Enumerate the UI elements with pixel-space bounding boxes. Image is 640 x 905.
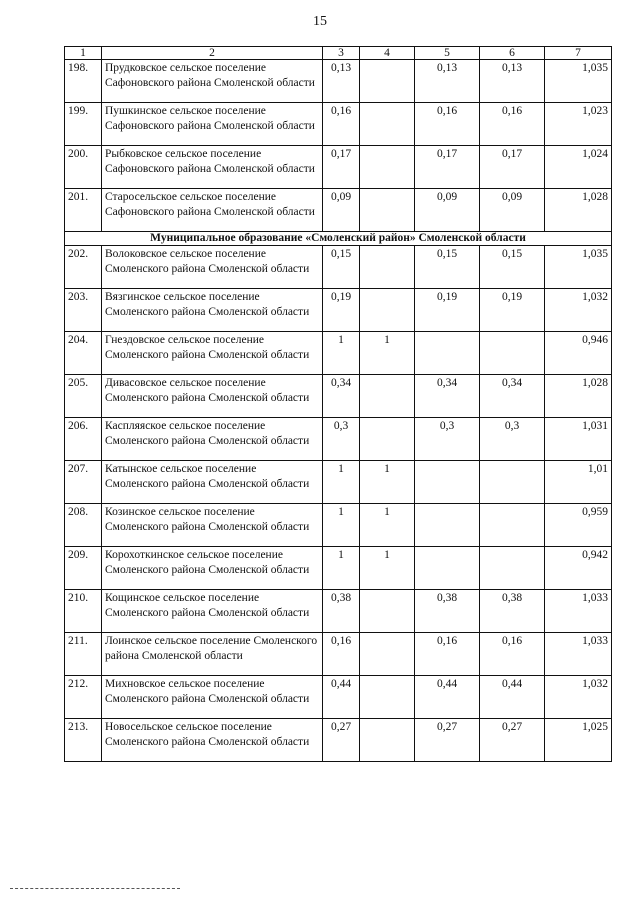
table-row (65, 60, 612, 103)
data-table (64, 46, 612, 762)
value-col-7: 1,035 (545, 246, 612, 289)
value-col-7: 1,032 (545, 289, 612, 332)
value-col-3: 0,16 (323, 103, 360, 146)
value-col-4: 1 (360, 504, 415, 547)
value-col-7: 0,942 (545, 547, 612, 590)
value-col-5: 0,19 (415, 289, 480, 332)
value-col-4 (360, 189, 415, 232)
table-row (65, 146, 612, 189)
table-row (65, 246, 612, 289)
value-col-5: 0,3 (415, 418, 480, 461)
value-col-3: 1 (323, 547, 360, 590)
row-number: 209. (65, 547, 102, 590)
value-col-4 (360, 60, 415, 103)
value-col-6: 0,27 (480, 719, 545, 762)
value-col-5: 0,15 (415, 246, 480, 289)
value-col-7: 0,959 (545, 504, 612, 547)
value-col-5: 0,38 (415, 590, 480, 633)
value-col-4 (360, 103, 415, 146)
value-col-6 (480, 332, 545, 375)
value-col-7: 0,946 (545, 332, 612, 375)
row-number: 213. (65, 719, 102, 762)
value-col-7: 1,025 (545, 719, 612, 762)
row-number: 206. (65, 418, 102, 461)
table-row (65, 590, 612, 633)
header-cell-5: 5 (415, 47, 480, 60)
row-number: 205. (65, 375, 102, 418)
header-cell-3: 3 (323, 47, 360, 60)
value-col-7: 1,031 (545, 418, 612, 461)
settlement-name: Лоинское сельское поселение Смоленского района Смоленской области (102, 633, 323, 676)
settlement-name: Волоковское сельское поселение Смоленского района Смоленской области (102, 246, 323, 289)
value-col-7: 1,023 (545, 103, 612, 146)
settlement-name: Козинское сельское поселение Смоленского района Смоленской области (102, 504, 323, 547)
value-col-3: 0,16 (323, 633, 360, 676)
header-cell-2: 2 (102, 47, 323, 60)
value-col-5: 0,16 (415, 103, 480, 146)
table-row (65, 289, 612, 332)
settlement-name: Каспляяское сельское поселение Смоленского района Смоленской области (102, 418, 323, 461)
table-row (65, 633, 612, 676)
value-col-4: 1 (360, 332, 415, 375)
value-col-7: 1,024 (545, 146, 612, 189)
value-col-6: 0,09 (480, 189, 545, 232)
value-col-3: 0,44 (323, 676, 360, 719)
value-col-6 (480, 547, 545, 590)
value-col-5: 0,17 (415, 146, 480, 189)
value-col-3: 0,19 (323, 289, 360, 332)
value-col-5: 0,34 (415, 375, 480, 418)
value-col-4 (360, 676, 415, 719)
row-number: 204. (65, 332, 102, 375)
value-col-3: 1 (323, 332, 360, 375)
value-col-6: 0,3 (480, 418, 545, 461)
settlement-name: Новосельское сельское поселение Смоленского района Смоленской области (102, 719, 323, 762)
value-col-6 (480, 461, 545, 504)
header-cell-6: 6 (480, 47, 545, 60)
value-col-6: 0,13 (480, 60, 545, 103)
section-row (65, 232, 612, 246)
footnote-rule (10, 888, 180, 889)
value-col-6: 0,16 (480, 103, 545, 146)
value-col-3: 0,34 (323, 375, 360, 418)
value-col-4 (360, 590, 415, 633)
value-col-5 (415, 504, 480, 547)
row-number: 210. (65, 590, 102, 633)
table-row (65, 719, 612, 762)
header-cell-4: 4 (360, 47, 415, 60)
header-cell-1: 1 (65, 47, 102, 60)
value-col-4: 1 (360, 461, 415, 504)
row-number: 200. (65, 146, 102, 189)
value-col-5: 0,44 (415, 676, 480, 719)
value-col-5: 0,16 (415, 633, 480, 676)
section-title: Муниципальное образование «Смоленский район» Смоленской области (65, 232, 612, 246)
settlement-name: Пушкинское сельское поселение Сафоновского района Смоленской области (102, 103, 323, 146)
value-col-3: 1 (323, 504, 360, 547)
value-col-3: 0,09 (323, 189, 360, 232)
settlement-name: Кощинское сельское поселение Смоленского района Смоленской области (102, 590, 323, 633)
table-row (65, 547, 612, 590)
value-col-4 (360, 375, 415, 418)
table-row (65, 375, 612, 418)
row-number: 198. (65, 60, 102, 103)
value-col-6: 0,34 (480, 375, 545, 418)
value-col-7: 1,01 (545, 461, 612, 504)
value-col-3: 0,17 (323, 146, 360, 189)
row-number: 212. (65, 676, 102, 719)
value-col-7: 1,028 (545, 375, 612, 418)
row-number: 208. (65, 504, 102, 547)
value-col-3: 1 (323, 461, 360, 504)
value-col-4 (360, 289, 415, 332)
settlement-name: Корохоткинское сельское поселение Смоленского района Смоленской области (102, 547, 323, 590)
settlement-name: Прудковское сельское поселение Сафоновского района Смоленской области (102, 60, 323, 103)
value-col-7: 1,033 (545, 633, 612, 676)
value-col-4: 1 (360, 547, 415, 590)
value-col-4 (360, 418, 415, 461)
value-col-4 (360, 146, 415, 189)
value-col-5 (415, 332, 480, 375)
settlement-name: Михновское сельское поселение Смоленского района Смоленской области (102, 676, 323, 719)
value-col-3: 0,38 (323, 590, 360, 633)
row-number: 201. (65, 189, 102, 232)
value-col-5 (415, 547, 480, 590)
value-col-7: 1,035 (545, 60, 612, 103)
value-col-5: 0,13 (415, 60, 480, 103)
value-col-7: 1,032 (545, 676, 612, 719)
value-col-6: 0,15 (480, 246, 545, 289)
table-row (65, 676, 612, 719)
row-number: 207. (65, 461, 102, 504)
value-col-7: 1,033 (545, 590, 612, 633)
value-col-3: 0,15 (323, 246, 360, 289)
value-col-4 (360, 246, 415, 289)
value-col-4 (360, 719, 415, 762)
table-row (65, 189, 612, 232)
table-row (65, 103, 612, 146)
settlement-name: Катынское сельское поселение Смоленского района Смоленской области (102, 461, 323, 504)
header-cell-7: 7 (545, 47, 612, 60)
value-col-7: 1,028 (545, 189, 612, 232)
value-col-6: 0,44 (480, 676, 545, 719)
table-row (65, 418, 612, 461)
value-col-6 (480, 504, 545, 547)
settlement-name: Вязгинское сельское поселение Смоленского района Смоленской области (102, 289, 323, 332)
value-col-4 (360, 633, 415, 676)
value-col-6: 0,16 (480, 633, 545, 676)
value-col-6: 0,38 (480, 590, 545, 633)
value-col-5: 0,27 (415, 719, 480, 762)
value-col-6: 0,19 (480, 289, 545, 332)
value-col-3: 0,13 (323, 60, 360, 103)
value-col-6: 0,17 (480, 146, 545, 189)
row-number: 211. (65, 633, 102, 676)
settlement-name: Старосельское сельское поселение Сафоновского района Смоленской области (102, 189, 323, 232)
row-number: 199. (65, 103, 102, 146)
value-col-5: 0,09 (415, 189, 480, 232)
table-row (65, 332, 612, 375)
table-row (65, 461, 612, 504)
value-col-3: 0,27 (323, 719, 360, 762)
row-number: 203. (65, 289, 102, 332)
header-row (65, 47, 612, 60)
value-col-3: 0,3 (323, 418, 360, 461)
page-number: 15 (313, 14, 327, 29)
row-number: 202. (65, 246, 102, 289)
value-col-5 (415, 461, 480, 504)
settlement-name: Рыбковское сельское поселение Сафоновского района Смоленской области (102, 146, 323, 189)
settlement-name: Гнездовское сельское поселение Смоленского района Смоленской области (102, 332, 323, 375)
table-row (65, 504, 612, 547)
settlement-name: Дивасовское сельское поселение Смоленского района Смоленской области (102, 375, 323, 418)
